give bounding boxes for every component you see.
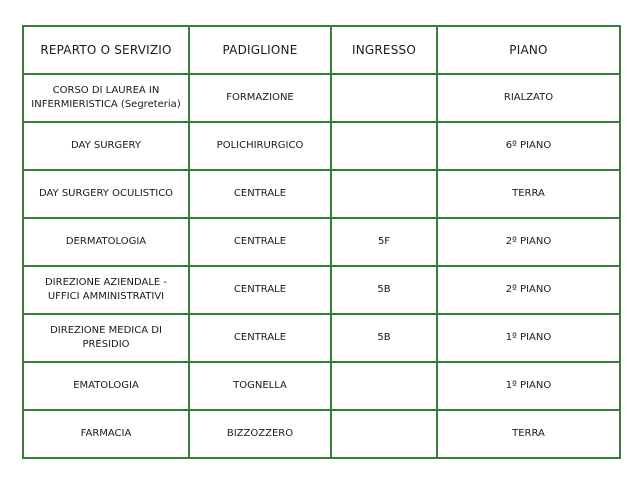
cell-padiglione: CENTRALE bbox=[189, 266, 331, 314]
table-row bbox=[23, 362, 620, 410]
cell-piano: 2º PIANO bbox=[437, 218, 620, 266]
cell-reparto: EMATOLOGIA bbox=[23, 362, 189, 410]
table-row bbox=[23, 410, 620, 458]
cell-ingresso: 5F bbox=[331, 218, 437, 266]
cell-piano: 6º PIANO bbox=[437, 122, 620, 170]
cell-ingresso: 5B bbox=[331, 266, 437, 314]
cell-reparto: DAY SURGERY bbox=[23, 122, 189, 170]
cell-piano: 1º PIANO bbox=[437, 314, 620, 362]
cell-reparto: FARMACIA bbox=[23, 410, 189, 458]
cell-padiglione: FORMAZIONE bbox=[189, 74, 331, 122]
header-ingresso: INGRESSO bbox=[331, 26, 437, 74]
table-row bbox=[23, 170, 620, 218]
cell-ingresso: 5B bbox=[331, 314, 437, 362]
table-header-row bbox=[23, 26, 620, 74]
cell-padiglione: TOGNELLA bbox=[189, 362, 331, 410]
cell-reparto: DERMATOLOGIA bbox=[23, 218, 189, 266]
cell-piano: 2º PIANO bbox=[437, 266, 620, 314]
department-directory-table bbox=[22, 25, 621, 459]
table-row bbox=[23, 218, 620, 266]
cell-piano: TERRA bbox=[437, 170, 620, 218]
cell-reparto: CORSO DI LAUREA IN INFERMIERISTICA (Segreteria) bbox=[23, 74, 189, 122]
cell-piano: 1º PIANO bbox=[437, 362, 620, 410]
cell-padiglione: CENTRALE bbox=[189, 218, 331, 266]
cell-ingresso bbox=[331, 74, 437, 122]
table-row bbox=[23, 266, 620, 314]
cell-piano: TERRA bbox=[437, 410, 620, 458]
table-row bbox=[23, 314, 620, 362]
cell-reparto: DAY SURGERY OCULISTICO bbox=[23, 170, 189, 218]
cell-ingresso bbox=[331, 170, 437, 218]
cell-piano: RIALZATO bbox=[437, 74, 620, 122]
cell-ingresso bbox=[331, 362, 437, 410]
cell-padiglione: CENTRALE bbox=[189, 314, 331, 362]
cell-reparto: DIREZIONE AZIENDALE - UFFICI AMMINISTRATIVI bbox=[23, 266, 189, 314]
table-row bbox=[23, 74, 620, 122]
header-reparto: REPARTO O SERVIZIO bbox=[23, 26, 189, 74]
header-piano: PIANO bbox=[437, 26, 620, 74]
cell-padiglione: POLICHIRURGICO bbox=[189, 122, 331, 170]
cell-ingresso bbox=[331, 410, 437, 458]
table-row bbox=[23, 122, 620, 170]
header-padiglione: PADIGLIONE bbox=[189, 26, 331, 74]
cell-reparto: DIREZIONE MEDICA DI PRESIDIO bbox=[23, 314, 189, 362]
cell-padiglione: BIZZOZZERO bbox=[189, 410, 331, 458]
cell-padiglione: CENTRALE bbox=[189, 170, 331, 218]
cell-ingresso bbox=[331, 122, 437, 170]
